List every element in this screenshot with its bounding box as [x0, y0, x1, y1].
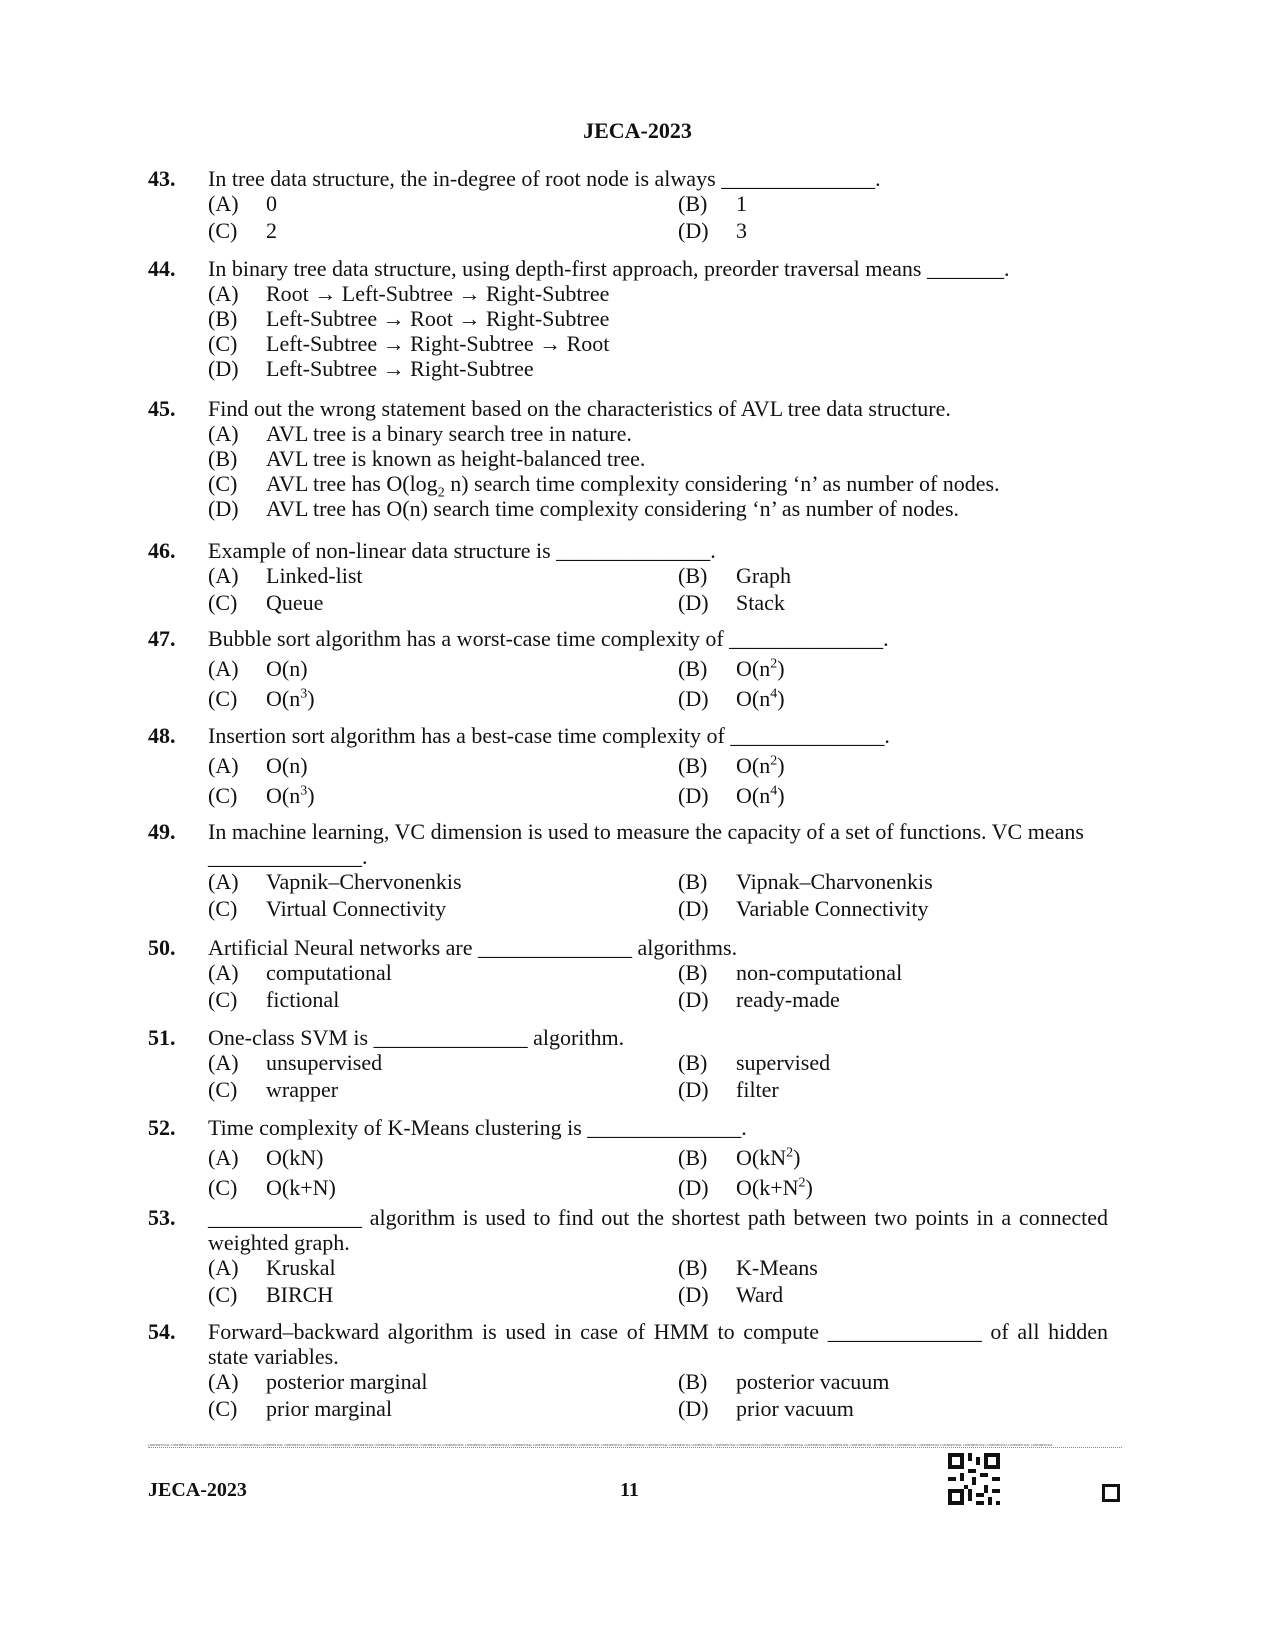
option-label: (C)	[208, 218, 238, 243]
option-label: (D)	[678, 1175, 709, 1200]
option-text: unsupervised	[266, 1050, 383, 1075]
option-label: (D)	[678, 590, 709, 615]
option-a	[208, 191, 678, 216]
option-a	[208, 869, 678, 894]
option-label: (C)	[208, 783, 238, 808]
corner-square-marker	[1102, 1484, 1120, 1502]
option-b	[678, 563, 1098, 588]
option-label: (B)	[678, 753, 708, 778]
question-stem	[148, 819, 1108, 869]
option-label: (D)	[678, 218, 709, 243]
option-text: prior vacuum	[736, 1396, 854, 1421]
option-a	[208, 421, 1108, 446]
option-a	[208, 1050, 678, 1075]
option-d	[678, 987, 1098, 1012]
footer-exam-code: JECA-2023	[148, 1479, 247, 1501]
option-text: O(kN)	[266, 1145, 324, 1170]
option-label: (A)	[208, 960, 239, 985]
option-label: (B)	[678, 1369, 708, 1394]
option-text: AVL tree has $O(\log_2$ n) search time complexity considering ‘n’ as number of nodes.	[266, 471, 1000, 501]
option-d	[678, 1396, 1098, 1421]
option-d	[678, 1077, 1098, 1102]
option-b	[678, 960, 1098, 985]
option-text: computational	[266, 960, 392, 985]
option-a	[208, 563, 678, 588]
question-stem	[148, 1205, 1108, 1255]
question-49	[148, 819, 1108, 921]
question-stem	[148, 1025, 1108, 1050]
option-label: (D)	[208, 356, 239, 381]
option-text: Kruskal	[266, 1255, 336, 1280]
option-text: Stack	[736, 590, 785, 615]
option-text: Left-Subtree → Right-Subtree → Root	[266, 331, 610, 356]
question-stem	[148, 166, 1108, 191]
option-label: (B)	[678, 1050, 708, 1075]
option-text: Root → Left-Subtree → Right-Subtree	[266, 281, 610, 306]
option-text: AVL tree is known as height-balanced tree.	[266, 446, 646, 471]
option-text: Virtual Connectivity	[266, 896, 447, 921]
options-list	[208, 281, 1108, 381]
option-text: $O(n^4)$	[736, 783, 785, 808]
option-label: (B)	[208, 306, 238, 331]
option-c	[208, 1282, 678, 1307]
option-text: Variable Connectivity	[736, 896, 929, 921]
option-label: (A)	[208, 421, 239, 446]
option-label: (D)	[678, 987, 709, 1012]
question-text: Forward–backward algorithm is used in case of HMM to compute ______________ of all hidden state variables.	[208, 1319, 1108, 1369]
option-text: wrapper	[266, 1077, 339, 1102]
question-text: Time complexity of K-Means clustering is ______________.	[208, 1115, 747, 1140]
option-label: (B)	[678, 563, 708, 588]
option-c	[208, 783, 678, 808]
question-number: 49.	[148, 819, 176, 844]
option-label: (C)	[208, 987, 238, 1012]
option-c	[208, 896, 678, 921]
question-number: 53.	[148, 1205, 176, 1230]
question-number: 52.	[148, 1115, 176, 1140]
option-text: O(n)	[266, 656, 308, 681]
question-45	[148, 396, 1108, 521]
question-number: 47.	[148, 626, 176, 651]
option-b	[678, 869, 1098, 894]
option-text: Left-Subtree → Root → Right-Subtree	[266, 306, 610, 331]
question-number: 43.	[148, 166, 176, 191]
option-d	[678, 686, 1098, 711]
question-number: 50.	[148, 935, 176, 960]
option-label: (A)	[208, 281, 239, 306]
option-text: 1	[736, 191, 747, 216]
option-text: Vapnik–Chervonenkis	[266, 869, 462, 894]
question-46	[148, 538, 1108, 615]
option-text: $O(n^3)$	[266, 686, 315, 711]
option-text: BIRCH	[266, 1282, 334, 1307]
option-c	[208, 590, 678, 615]
option-label: (D)	[678, 1077, 709, 1102]
option-label: (A)	[208, 1369, 239, 1394]
option-label: (C)	[208, 590, 238, 615]
option-c	[208, 1396, 678, 1421]
option-c	[208, 1077, 678, 1102]
option-label: (C)	[208, 896, 238, 921]
question-text: One-class SVM is ______________ algorithm.	[208, 1025, 625, 1050]
option-text: AVL tree has O(n) search time complexity considering ‘n’ as number of nodes.	[266, 496, 959, 521]
option-text: $O(kN^2)$	[736, 1145, 801, 1170]
option-label: (D)	[678, 1282, 709, 1307]
option-b	[678, 191, 1098, 216]
option-label: (A)	[208, 191, 239, 216]
option-text: fictional	[266, 987, 340, 1012]
option-label: (D)	[678, 896, 709, 921]
option-label: (C)	[208, 686, 238, 711]
option-text: $O(k+N^2)$	[736, 1175, 813, 1200]
option-text: non-computational	[736, 960, 903, 985]
option-label: (B)	[208, 446, 238, 471]
question-stem	[148, 538, 1108, 563]
option-label: (A)	[208, 1050, 239, 1075]
footer-page-number: 11	[620, 1479, 639, 1501]
option-b	[678, 1145, 1098, 1170]
option-c	[208, 686, 678, 711]
option-c	[208, 471, 1108, 501]
option-text: Graph	[736, 563, 791, 588]
option-a	[208, 281, 1108, 306]
option-b	[208, 306, 1108, 331]
option-text: $O(n^2)$	[736, 753, 785, 778]
option-text: posterior marginal	[266, 1369, 428, 1394]
option-b	[208, 446, 1108, 471]
option-label: (D)	[208, 496, 239, 521]
option-d	[678, 590, 1098, 615]
option-a	[208, 1145, 678, 1170]
question-number: 54.	[148, 1319, 176, 1344]
question-number: 51.	[148, 1025, 176, 1050]
options-list	[208, 869, 1108, 921]
option-label: (D)	[678, 686, 709, 711]
option-a	[208, 1369, 678, 1394]
qr-code-icon	[948, 1453, 1000, 1505]
question-text: Example of non-linear data structure is ______________.	[208, 538, 716, 563]
question-50	[148, 935, 1108, 1012]
option-text: $O(n^3)$	[266, 783, 315, 808]
option-text: 0	[266, 191, 277, 216]
option-c	[208, 331, 1108, 356]
option-label: (A)	[208, 656, 239, 681]
question-43	[148, 166, 1108, 243]
question-text: Bubble sort algorithm has a worst-case time complexity of ______________.	[208, 626, 889, 651]
option-text: $O(n^4)$	[736, 686, 785, 711]
option-text: posterior vacuum	[736, 1369, 890, 1394]
option-a	[208, 1255, 678, 1280]
confidential-strip: CONFIDENTIAL CONFIDENTIAL CONFIDENTIAL CONFIDENTIAL CONFIDENTIAL CONFIDENTIAL CONFIDENTIAL CONFIDENTIAL CONFIDENTIAL CONFIDENTIAL CONFIDENTIAL CONFIDENTIAL CONFIDENTIAL CONFIDENTIAL CONFIDENTIAL CONFIDENTIAL CONFIDENTIAL CONFIDENTIAL CONFIDENTIAL CONFIDENTIAL CONFIDENTIAL CONFIDENTIAL CONFIDENTIAL CONFIDENTIAL CONFIDENTIAL CONFIDENTIAL CONFIDENTIAL CONFIDENTIAL CONFIDENTIAL CONFIDENTIAL CONFIDENTIAL CONFIDENTIAL CONFIDENTIAL CONFIDENTIAL CONFIDENTIAL CONFIDENTIAL CONFIDENTIAL CONFIDENTIAL CONFIDENTIAL CONFIDENTIAL	[148, 1443, 1122, 1448]
options-list	[208, 1050, 1108, 1102]
option-label: (C)	[208, 1077, 238, 1102]
question-stem	[148, 1319, 1108, 1369]
option-d	[208, 496, 1108, 521]
option-label: (A)	[208, 1255, 239, 1280]
option-text: 2	[266, 218, 277, 243]
option-b	[678, 1050, 1098, 1075]
option-text: ready-made	[736, 987, 840, 1012]
question-47	[148, 626, 1108, 711]
option-label: (C)	[208, 1396, 238, 1421]
question-number: 48.	[148, 723, 176, 748]
options-list	[208, 1145, 1108, 1200]
question-51	[148, 1025, 1108, 1102]
question-text: In binary tree data structure, using depth-first approach, preorder traversal means _______.	[208, 256, 1010, 281]
question-53	[148, 1205, 1108, 1307]
option-text: Linked-list	[266, 563, 363, 588]
option-d	[678, 1282, 1098, 1307]
options-list	[208, 563, 1108, 615]
option-text: O(k+N)	[266, 1175, 336, 1200]
question-stem	[148, 1115, 1108, 1140]
question-text: ______________ algorithm is used to find out the shortest path between two points in a connected weighted graph.	[208, 1205, 1108, 1255]
option-label: (A)	[208, 563, 239, 588]
option-label: (C)	[208, 331, 238, 356]
option-label: (A)	[208, 1145, 239, 1170]
option-label: (A)	[208, 869, 239, 894]
question-text: Find out the wrong statement based on the characteristics of AVL tree data structure.	[208, 396, 951, 421]
question-44	[148, 256, 1108, 381]
option-text: 3	[736, 218, 747, 243]
option-text: AVL tree is a binary search tree in nature.	[266, 421, 632, 446]
question-stem	[148, 256, 1108, 281]
options-list	[208, 656, 1108, 711]
option-c	[208, 218, 678, 243]
option-a	[208, 960, 678, 985]
option-c	[208, 987, 678, 1012]
question-text: In machine learning, VC dimension is used to measure the capacity of a set of functions. VC means ______________.	[208, 819, 1084, 869]
option-b	[678, 1369, 1098, 1394]
question-stem	[148, 723, 1108, 748]
option-text: Vipnak–Charvonenkis	[736, 869, 933, 894]
question-52	[148, 1115, 1108, 1200]
option-text: filter	[736, 1077, 779, 1102]
options-list	[208, 191, 1108, 243]
option-b	[678, 753, 1098, 778]
question-text: Insertion sort algorithm has a best-case time complexity of ______________.	[208, 723, 890, 748]
option-label: (C)	[208, 1175, 238, 1200]
option-text: Left-Subtree → Right-Subtree	[266, 356, 534, 381]
option-text: prior marginal	[266, 1396, 393, 1421]
option-label: (B)	[678, 1255, 708, 1280]
question-text: In tree data structure, the in-degree of root node is always ______________.	[208, 166, 881, 191]
option-label: (C)	[208, 471, 238, 496]
option-label: (B)	[678, 1145, 708, 1170]
page-header-title: JECA-2023	[583, 118, 692, 143]
option-d	[678, 218, 1098, 243]
question-text: Artificial Neural networks are ______________ algorithms.	[208, 935, 738, 960]
options-list	[208, 960, 1108, 1012]
option-a	[208, 656, 678, 681]
option-c	[208, 1175, 678, 1200]
option-label: (B)	[678, 869, 708, 894]
question-stem	[148, 396, 1108, 421]
question-stem	[148, 626, 1108, 651]
option-label: (B)	[678, 656, 708, 681]
options-list	[208, 421, 1108, 521]
options-list	[208, 753, 1108, 808]
option-label: (B)	[678, 191, 708, 216]
question-number: 45.	[148, 396, 176, 421]
option-label: (D)	[678, 1396, 709, 1421]
option-d	[678, 1175, 1098, 1200]
question-48	[148, 723, 1108, 808]
options-list	[208, 1255, 1108, 1307]
option-d	[678, 896, 1098, 921]
options-list	[208, 1369, 1108, 1421]
option-label: (D)	[678, 783, 709, 808]
option-b	[678, 1255, 1098, 1280]
question-number: 46.	[148, 538, 176, 563]
option-text: $O(n^2)$	[736, 656, 785, 681]
question-stem	[148, 935, 1108, 960]
option-a	[208, 753, 678, 778]
option-text: Ward	[736, 1282, 784, 1307]
option-text: Queue	[266, 590, 324, 615]
option-label: (B)	[678, 960, 708, 985]
option-d	[208, 356, 1108, 381]
option-text: O(n)	[266, 753, 308, 778]
question-number: 44.	[148, 256, 176, 281]
option-text: K-Means	[736, 1255, 818, 1280]
option-label: (A)	[208, 753, 239, 778]
option-b	[678, 656, 1098, 681]
option-text: supervised	[736, 1050, 831, 1075]
option-label: (C)	[208, 1282, 238, 1307]
option-d	[678, 783, 1098, 808]
question-54	[148, 1319, 1108, 1421]
